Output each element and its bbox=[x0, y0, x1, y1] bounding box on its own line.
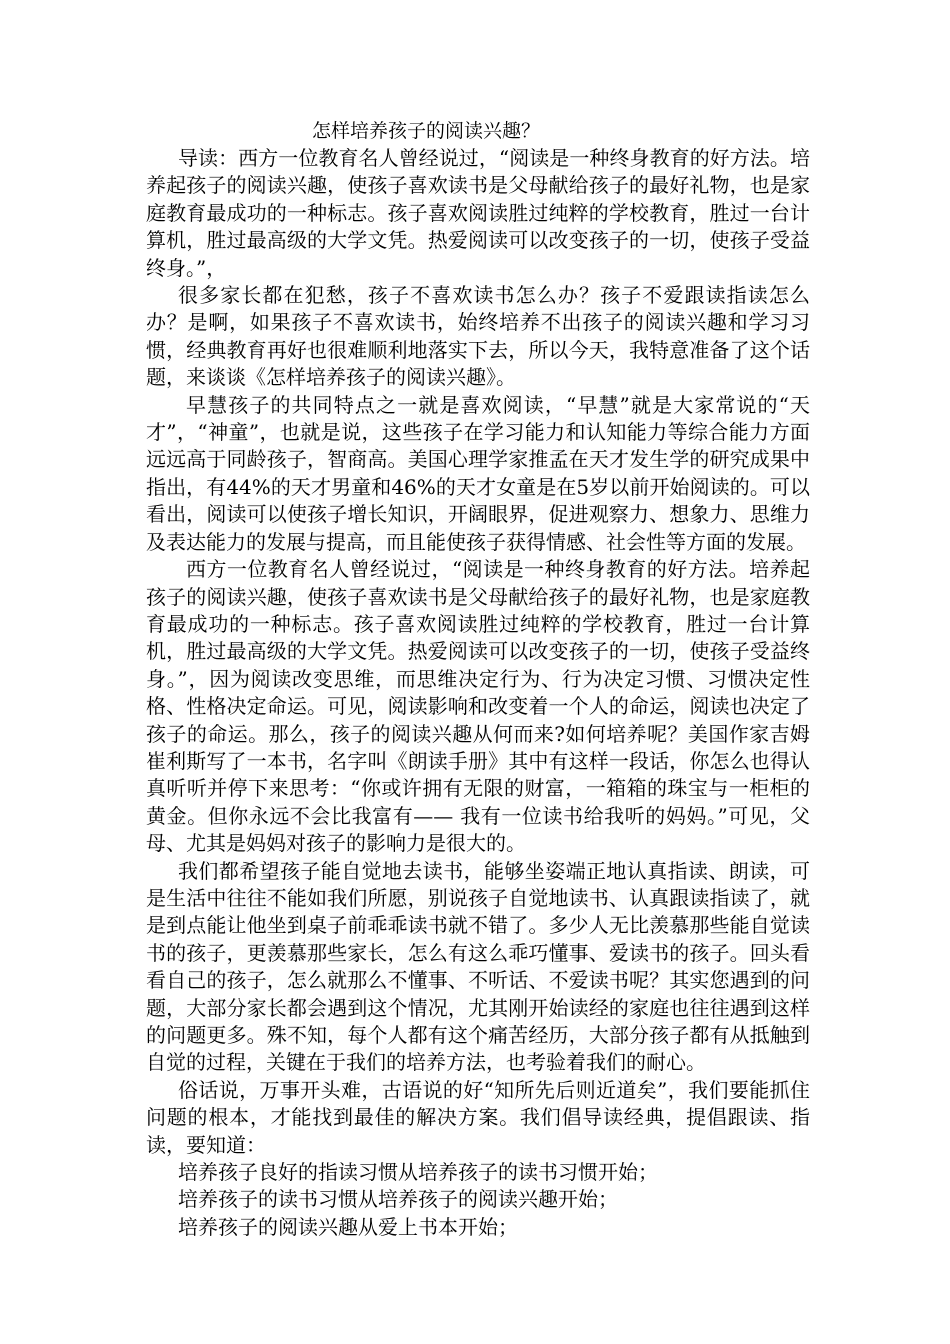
document-title: 怎样培养孩子的阅读兴趣？ bbox=[312, 120, 541, 142]
paragraph-self-reading: 我们都希望孩子能自觉地去读书，能够坐姿端正地认真指读、朗读，可是生活中往往不能如我们所愿，别说孩子自觉地读书、认真跟读指读了，就是到点能让他坐到桌子前乖乖读书就不错了。多少人无比羡慕那些能自觉读书的孩子，更羡慕那些家长，怎么有这么乖巧懂事、爱读书的孩子。回头看看自己的孩子，怎么就那么不懂事、不听话、不爱读书呢？其实您遇到的问题，大部分家长都会遇到这个情况，尤其刚开始读经的家庭也往往遇到这样的问题更多。殊不知，每个人都有这个痛苦经历，大部分孩子都有从抵触到自觉的过程，关键在于我们的培养方法，也考验着我们的耐心。 bbox=[146, 858, 810, 1075]
list-line: 培养孩子的读书习惯从培养孩子的阅读兴趣开始； bbox=[178, 1187, 618, 1212]
paragraph-proverb: 俗话说，万事开头难，古语说的好“知所先后则近道矣”，我们要能抓住问题的根本，才能找到最佳的解决方案。我们倡导读经典，提倡跟读、指读，要知道： bbox=[146, 1077, 810, 1157]
paragraph-intro: 导读：西方一位教育名人曾经说过，“阅读是一种终身教育的好方法。培养起孩子的阅读兴趣，使孩子喜欢读书是父母献给孩子的最好礼物，也是家庭教育最成功的一种标志。孩子喜欢阅读胜过纯粹的学校教育，胜过一台计算机，胜过最高级的大学文凭。热爱阅读可以改变孩子的一切，使孩子受益终身。”， bbox=[146, 146, 810, 280]
paragraph-parents-worry: 很多家长都在犯愁，孩子不喜欢读书怎么办？孩子不爱跟读指读怎么办？是啊，如果孩子不喜欢读书，始终培养不出孩子的阅读兴趣和学习习惯，经典教育再好也很难顺利地落实下去，所以今天，我特意准备了这个话题，来谈谈《怎样培养孩子的阅读兴趣》。 bbox=[146, 283, 810, 390]
list-line: 培养孩子良好的指读习惯从培养孩子的读书习惯开始； bbox=[178, 1160, 658, 1185]
list-line: 培养孩子的阅读兴趣从爱上书本开始； bbox=[178, 1214, 518, 1239]
paragraph-reading-destiny: 西方一位教育名人曾经说过，“阅读是一种终身教育的好方法。培养起孩子的阅读兴趣，使孩子喜欢读书是父母献给孩子的最好礼物，也是家庭教育最成功的一种标志。孩子喜欢阅读胜过纯粹的学校教育，胜过一台计算机，胜过最高级的大学文凭。热爱阅读可以改变孩子的一切，使孩子受益终身。”，因为阅读改变思维，而思维决定行为、行为决定习惯、习惯决定性格、性格决定命运。可见，阅读影响和改变着一个人的命运，阅读也决定了孩子的命运。那么，孩子的阅读兴趣从何而来?如何培养呢？美国作家吉姆崔利斯写了一本书，名字叫《朗读手册》其中有这样一段话，你怎么也得认真听听并停下来思考：“你或许拥有无限的财富，一箱箱的珠宝与一柜柜的黄金。但你永远不会比我富有—— 我有一位读书给我听的妈妈。”可见，父母、尤其是妈妈对孩子的影响力是很大的。 bbox=[146, 557, 810, 856]
document-page bbox=[146, 118, 810, 1241]
paragraph-gifted-children: 早慧孩子的共同特点之一就是喜欢阅读，“早慧”就是大家常说的“天才”，“神童”，也就是说，这些孩子在学习能力和认知能力等综合能力方面远远高于同龄孩子，智商高。美国心理学家推孟在天才发生学的研究成果中指出，有44%的天才男童和46%的天才女童是在5岁以前开始阅读的。可以看出，阅读可以使孩子增长知识，开阔眼界，促进观察力、想象力、思维力及表达能力的发展与提高，而且能使孩子获得情感、社会性等方面的发展。 bbox=[146, 392, 810, 554]
